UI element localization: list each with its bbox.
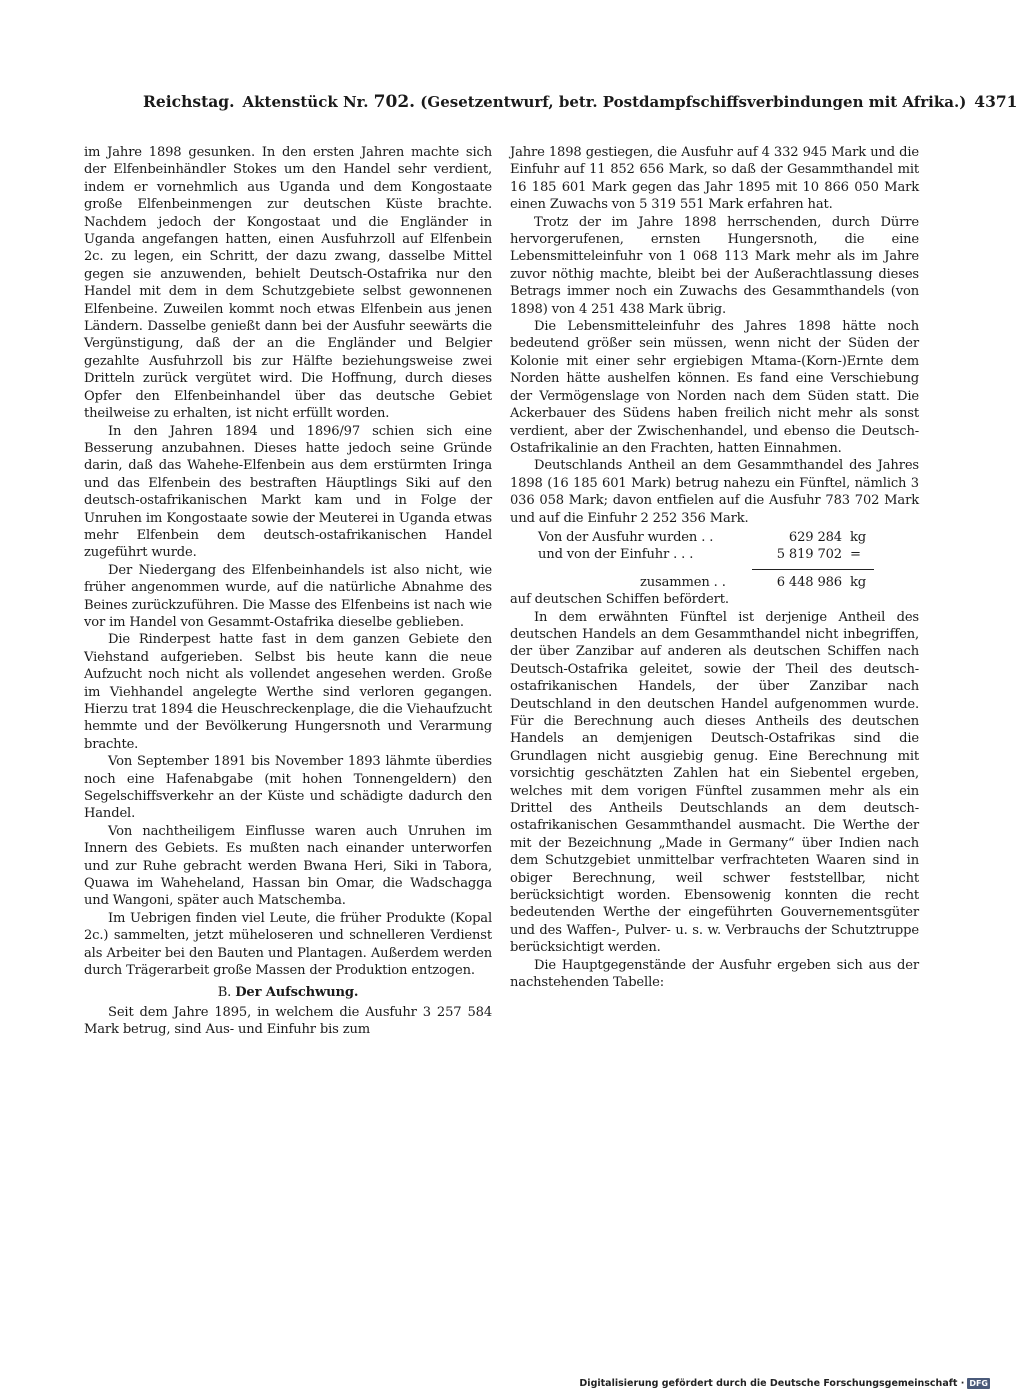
calc-value: 629 284 [788,529,842,545]
calc-unit: kg [850,529,867,545]
paragraph: Seit dem Jahre 1895, in welchem die Ausfuhr 3 257 584 Mark betrug, sind Aus- und Einfuhr bis zum [84,1004,492,1038]
header-doc-prefix: Aktenstück Nr. [242,93,369,111]
paragraph: Die Hauptgegenstände der Ausfuhr ergeben sich aus der nachstehenden Tabelle: [510,957,919,991]
paragraph: Die Lebensmitteleinfuhr des Jahres 1898 hätte noch bedeutend größer sein müssen, wenn nicht der Süden der Kolonie mit einer sehr ergiebigen Mtama-(Korn-)Ernte dem Norden hätte aushelfen können. Es fand eine Verschiebung der Vermögenslage von Norden nach dem Süden statt. Die Ackerbauer des Südens haben freilich nicht mehr als sonst verdient, aber der Zwischenhandel, und ebenso die Deutsch-Ostafrikalinie an den Frachten, hatten Einnahmen. [510,319,919,456]
left-column [84,144,492,1039]
calc-row-total [510,574,919,591]
digitization-footer [579,1378,990,1389]
paragraph: Der Niedergang des Elfenbeinhandels ist also nicht, wie früher angenommen wurde, auf die natürliche Abnahme des Beines zurückzuführen. Die Masse des Elfenbeins ist nach wie vor im Handel von Gesammt-Ostafrika dieselbe geblieben. [84,562,492,630]
paragraph: In dem erwähnten Fünftel ist derjenige Antheil des deutschen Handels an dem Gesammthandel nicht inbegriffen, der über Zanzibar auf anderen als deutschen Schiffen nach Deutsch-Ostafrika geleitet, sowie der Theil des deutsch-ostafrikanischen Handels, der über Zanzibar nach Deutschland in den deutschen Handel aufgenommen wurde. Für die Berechnung auch dieses Antheils des deutschen Handels an demjenigen Deutsch-Ostafrikas sind die Grundlagen nicht ausgiebig genug. Eine Berechnung mit vorsichtig geschätzten Zahlen hat ein Siebentel ergeben, welches mit dem vorigen Fünftel zusammen mehr als ein Drittel des Antheils Deutschlands an dem deutsch-ostafrikanischen Gesammthandel ausmacht. Die Werthe der mit der Bezeichnung „Made in Germany“ über Indien nach dem Schutzgebiet unmittelbar verfrachteten Waaren sind in obiger Berechnung, weil schwer feststellbar, nicht berücksichtigt worden. Ebensowenig konnten die recht bedeutenden Werthe der eingeführten Gouvernementsgüter und des Waffen-, Pulver- u. s. w. Verbrauchs der Schutztruppe berücksichtigt werden. [510,609,919,956]
calc-value: 5 819 702 [776,547,842,563]
paragraph: auf deutschen Schiffen befördert. [510,592,729,608]
calc-unit: kg [850,574,867,590]
calc-unit: = [850,547,861,563]
calc-value: 6 448 986 [776,574,842,590]
dfg-logo: DFG [969,1379,988,1388]
header-left: Reichstag. [143,92,235,111]
header-doc-number: 702. [373,92,416,112]
right-column [510,144,919,991]
running-header [143,92,1017,112]
paragraph: Trotz der im Jahre 1898 herrschenden, durch Dürre hervorgerufenen, ernsten Hungersnoth, die eine Lebensmitteleinfuhr von 1 068 113 Mark mehr als im Jahre zuvor nöthig machte, bleibt bei der Außerachtlassung dieses Betrags immer noch ein Zuwachs des Gesammthandels (von 1898) von 4 251 438 Mark übrig. [510,214,919,317]
calc-label: und von der Einfuhr . . . [538,547,694,563]
paragraph: Deutschlands Antheil an dem Gesammthandel des Jahres 1898 (16 185 601 Mark) betrug nahezu ein Fünftel, nämlich 3 036 058 Mark; davon entfielen auf die Ausfuhr 783 702 Mark und auf die Einfuhr 2 252 356 Mark. [510,458,919,526]
paragraph: Von nachtheiligem Einflusse waren auch Unruhen im Innern des Gebiets. Es mußten nach einander unterworfen und zur Ruhe gebracht werden Bwana Heri, Siki in Tabora, Quawa im Waheheland, Hassan bin Omar, die Wadschagga und Wangoni, später auch Matschemba. [84,823,492,909]
calc-label: Von der Ausfuhr wurden . . [538,529,714,545]
sum-rule [752,569,874,570]
paragraph: In den Jahren 1894 und 1896/97 schien sich eine Besserung anzubahnen. Dieses hatte jedoch seine Gründe darin, daß das Wahehe-Elfenbein aus dem erstürmten Iringa und das Elfenbein des bestraften Häuptlings Siki auf den deutsch-ostafrikanischen Markt kam und in Folge der Unruhen im Kongostaate sowie der Meuterei in Uganda etwas mehr Elfenbein dem deutsch-ostafrikanischen Handel zugeführt wurde. [84,423,492,561]
paragraph: Im Uebrigen finden viel Leute, die früher Produkte (Kopal 2c.) sammelten, jetzt müheloseren und schnelleren Verdienst als Arbeiter bei den Bauten und Plantagen. Außerdem werden durch Trägerarbeit große Massen der Produktion entzogen. [84,910,492,979]
calc-row [510,529,919,546]
footer-text: Digitalisierung gefördert durch die Deutsche Forschungsgemeinschaft · [579,1378,965,1389]
section-letter: B. [217,984,232,1000]
tonnage-calculation [510,529,919,591]
paragraph: Von September 1891 bis November 1893 lähmte überdies noch eine Hafenabgabe (mit hohen Tonnengeldern) den Segelschiffsverkehr an der Küste und schädigte dadurch den Handel. [84,754,492,822]
paragraph: im Jahre 1898 gesunken. In den ersten Jahren machte sich der Elfenbeinhändler Stokes um den Handel sehr verdient, indem er vornehmlich aus Uganda und dem Kongostaate große Elfenbeinmengen zur deutschen Küste brachte. Nachdem jedoch der Kongostaat und die Engländer in Uganda angefangen hatten, einen Ausfuhrzoll auf Elfenbein 2c. zu legen, ein Schritt, der dazu zwang, dasselbe Mittel gegen sie anzuwenden, behielt Deutsch-Ostafrika nur den Handel mit dem in dem Schutzgebiete selbst gewonnenen Elfenbeine. Zuweilen kommt noch etwas Elfenbein aus jenen Ländern. Dasselbe genießt dann bei der Ausfuhr seewärts die Vergünstigung, daß der an die Engländer und Belgier gezahlte Ausfuhrzoll bis zur Hälfte beziehungsweise zwei Dritteln zurück vergütet wird. Die Hoffnung, durch dieses Opfer den Elfenbeinhandel über das deutsche Gebiet theilweise zu erhalten, ist nicht erfüllt worden. [84,145,492,422]
calc-label: zusammen . . [640,574,726,590]
section-title: Der Aufschwung. [235,984,359,1000]
header-middle [235,92,975,112]
paragraph: Die Rinderpest hatte fast in dem ganzen Gebiete den Viehstand aufgerieben. Selbst bis heute kann die neue Aufzucht noch nicht als vollendet angesehen werden. Große im Viehhandel angelegte Werthe sind verloren gegangen. Hierzu trat 1894 die Heuschreckenplage, die die Viehaufzucht hemmte und der Bevölkerung Hungersnoth und Verarmung brachte. [84,632,492,752]
header-doc-title: (Gesetzentwurf, betr. Postdampfschiffsverbindungen mit Afrika.) [420,93,967,111]
calc-row [510,546,919,563]
section-heading [84,984,492,1001]
paragraph: Jahre 1898 gestiegen, die Ausfuhr auf 4 332 945 Mark und die Einfuhr auf 11 852 656 Mark, so daß der Gesammthandel mit 16 185 601 Mark gegen das Jahr 1895 mit 10 866 050 Mark einen Zuwachs von 5 319 551 Mark erfahren hat. [510,145,919,213]
page-number: 4371 [974,92,1017,111]
